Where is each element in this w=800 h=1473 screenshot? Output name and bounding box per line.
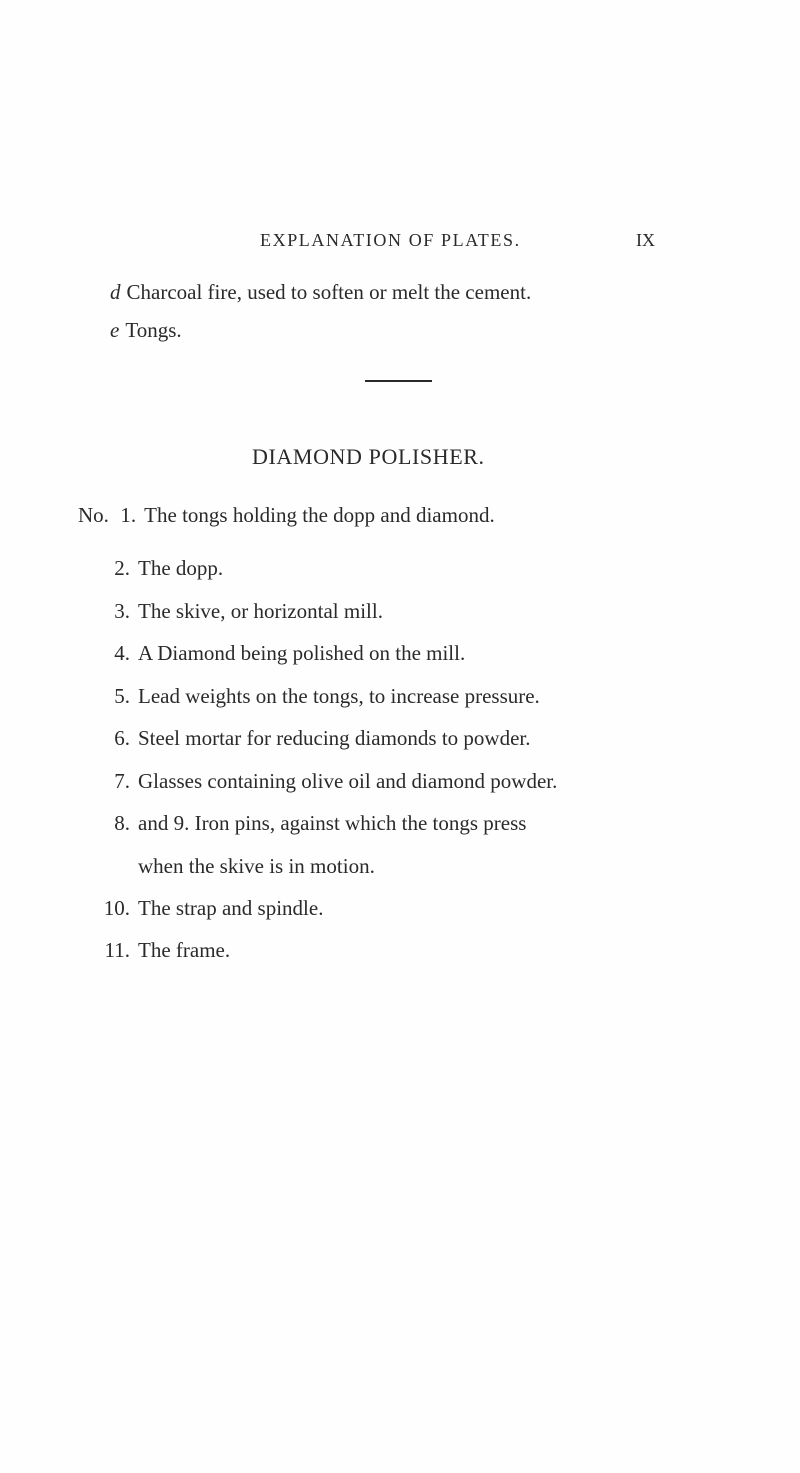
item-number: 2. [114, 556, 130, 580]
item-text: The dopp. [138, 556, 224, 580]
item-text: when the skive is in motion. [138, 854, 375, 878]
item-number: 3. [114, 599, 130, 623]
item-text: The strap and spindle. [138, 896, 324, 920]
item-text: The frame. [138, 938, 231, 962]
item-number: 10. [103, 896, 130, 920]
item-text: Steel mortar for reducing diamonds to powder. [138, 726, 531, 750]
item-text: The tongs holding the dopp and diamond. [144, 503, 495, 527]
running-head-title: EXPLANATION OF PLATES. [260, 230, 521, 250]
item-number: 8. [114, 811, 130, 835]
list-item [102, 558, 223, 579]
list-item [78, 505, 495, 526]
list-item [102, 728, 531, 749]
list-item [102, 771, 557, 792]
plate-item-d [110, 282, 531, 303]
item-letter: e [110, 318, 120, 342]
item-number: 7. [114, 769, 130, 793]
item-text: and 9. Iron pins, against which the tongs press [138, 811, 527, 835]
item-text: Charcoal fire, used to soften or melt the cement. [126, 280, 532, 304]
section-title: DIAMOND POLISHER. [252, 444, 485, 469]
list-item [102, 686, 540, 707]
list-item [102, 813, 526, 834]
list-item [102, 898, 323, 919]
plate-item-e [110, 320, 182, 341]
list-item [102, 940, 230, 961]
page-number: IX [636, 230, 655, 250]
list-item [102, 643, 465, 664]
item-number: 4. [114, 641, 130, 665]
item-text: The skive, or horizontal mill. [138, 599, 383, 623]
list-item [102, 601, 383, 622]
item-text: A Diamond being polished on the mill. [138, 641, 466, 665]
section-divider [365, 380, 432, 382]
item-text: Lead weights on the tongs, to increase pressure. [138, 684, 540, 708]
item-number: 6. [114, 726, 130, 750]
item-number: 5. [114, 684, 130, 708]
item-number: 11. [104, 938, 130, 962]
item-number: 1. [120, 503, 137, 527]
item-text: Tongs. [125, 318, 182, 342]
no-label: No. [78, 503, 109, 527]
item-text: Glasses containing olive oil and diamond powder. [138, 769, 558, 793]
list-item-continuation [138, 856, 375, 877]
item-letter: d [110, 280, 121, 304]
